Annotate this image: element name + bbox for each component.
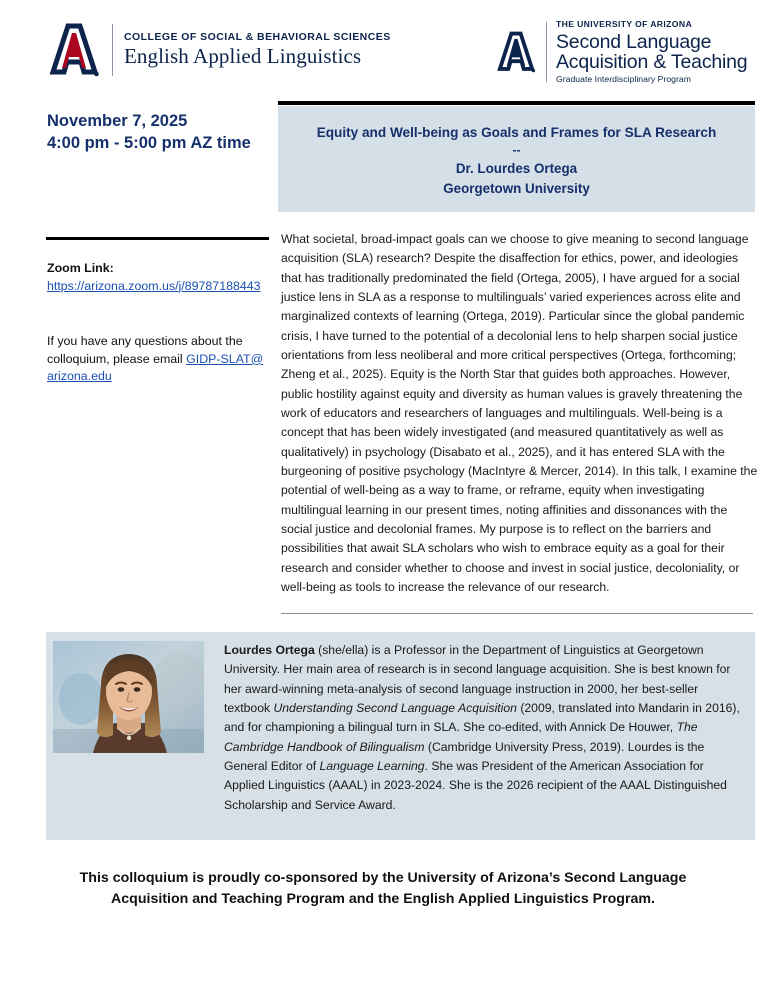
bio-run: . She was President of the American Association for Applied Linguistics (AAAL) in 2023-2024. She is the 2026 recipient of the AAAL Distinguished Scholarship and Service Award.	[224, 758, 727, 812]
contact-block	[47, 333, 269, 386]
title-banner	[278, 106, 755, 212]
bio-body	[224, 643, 740, 812]
university-of-arizona-block-a-icon	[48, 22, 100, 78]
bio-title-italic: The Cambridge Handbook of Bilingualism	[224, 720, 698, 754]
abstract-bottom-rule	[281, 613, 753, 614]
university-of-arizona-block-a-icon	[496, 30, 536, 74]
logo-divider	[546, 22, 547, 82]
bio-run: (she/ella) is a Professor in the Department of Linguistics at Georgetown University. Her main area of research is in second language acquisition. She is best known for her award-winning meta-analysis of second language instruction in 2000, her best-seller textbook	[224, 643, 731, 715]
title-separator: --	[512, 143, 521, 158]
speaker-affiliation: Georgetown University	[443, 180, 590, 196]
college-logo-name: English Applied Linguistics	[124, 44, 362, 69]
slat-logo-name-line1: Second Language	[556, 30, 712, 53]
left-column-rule	[46, 237, 269, 240]
logo-divider	[112, 24, 113, 76]
bio-title-italic: Understanding Second Language Acquisition	[273, 700, 517, 715]
slat-logo	[496, 20, 747, 84]
event-date: November 7, 2025	[47, 112, 188, 130]
zoom-link[interactable]: https://arizona.zoom.us/j/89787188443	[47, 278, 261, 293]
zoom-link-label: Zoom Link:	[47, 261, 114, 275]
bio-run: (2009, translated into Mandarin in 2016), and for championing a bilingual turn in SLA. She co-edited, with Annick De Houwer,	[224, 700, 740, 735]
college-logo-kicker: COLLEGE OF SOCIAL & BEHAVIORAL SCIENCES	[124, 31, 391, 44]
zoom-link-block	[47, 260, 269, 295]
event-datetime	[47, 110, 272, 155]
title-top-rule	[278, 101, 755, 105]
bio-run: (Cambridge University Press, 2019). Lourdes is the General Editor of	[224, 739, 705, 773]
contact-intro-text: If you have any questions about the colloquium, please email	[47, 334, 243, 366]
flyer-header	[0, 0, 760, 96]
slat-logo-name-line2: Acquisition & Teaching	[556, 51, 748, 74]
speaker-photo	[53, 641, 204, 753]
speaker-name: Dr. Lourdes Ortega	[455, 160, 578, 176]
speaker-bio-text	[224, 641, 747, 815]
abstract-text: What societal, broad-impact goals can we choose to give meaning to second language acquisition (SLA) research? Despite the disaffection for ethics, power, and ideologies that has traditionally predominated the field (Ortega, 2005), I have argued for a social justice lens in SLA as a response to multilinguals’ varied experiences across elite and marginalized contexts of learning (Ortega, 2019). Particular since the global pandemic crisis, I have turned to the potential of a decolonial lens to help sharpen social justice orientations from less neoliberal and more critical perspectives (Ortega, forthcoming; Zheng et al., 2025). Equity is the North Star that guides both approaches. However, public hostility against equity and diversity as human values is gravely threatening the work of educators and researchers of languages and multilinguals. Well-being is a concept that has been widely investigated (and measured quantitatively as well as qualitatively) in psychology (Disabato et al., 2025), and it has entered SLA with the burgeoning of positive psychology (MacIntyre & Mercer, 2014). In this talk, I examine the potential of well-being as a way to frame, or reframe, equity when investigating multilingual learning in our present times, noting affinities and dissonances with the social justice and decolonial frames. My purpose is to reflect on the barriers and possibilities that await SLA scholars who wish to embrace equity as a goal for their research and consider whether to choose and invest in social justice, decoloniality, or well-being as tools to increase the relevance of our research.	[281, 232, 758, 594]
talk-title: Equity and Well-being as Goals and Frames for SLA Research	[316, 125, 717, 140]
contact-email-link[interactable]: GIDP-SLAT@arizona.edu	[47, 351, 264, 384]
sponsorship-footer: This colloquium is proudly co-sponsored by the University of Arizona’s Second Language Acquisition and Teaching Program and the English Applied Linguistics Program.	[79, 870, 687, 908]
slat-logo-kicker: THE UNIVERSITY OF ARIZONA	[556, 19, 693, 29]
event-time: 4:00 pm - 5:00 pm AZ time	[47, 134, 251, 153]
college-logo	[48, 22, 391, 78]
slat-logo-subtitle: Graduate Interdisciplinary Program	[556, 74, 691, 85]
bio-title-italic: Language Learning	[319, 758, 425, 773]
bio-speaker-name: Lourdes Ortega	[224, 643, 315, 657]
